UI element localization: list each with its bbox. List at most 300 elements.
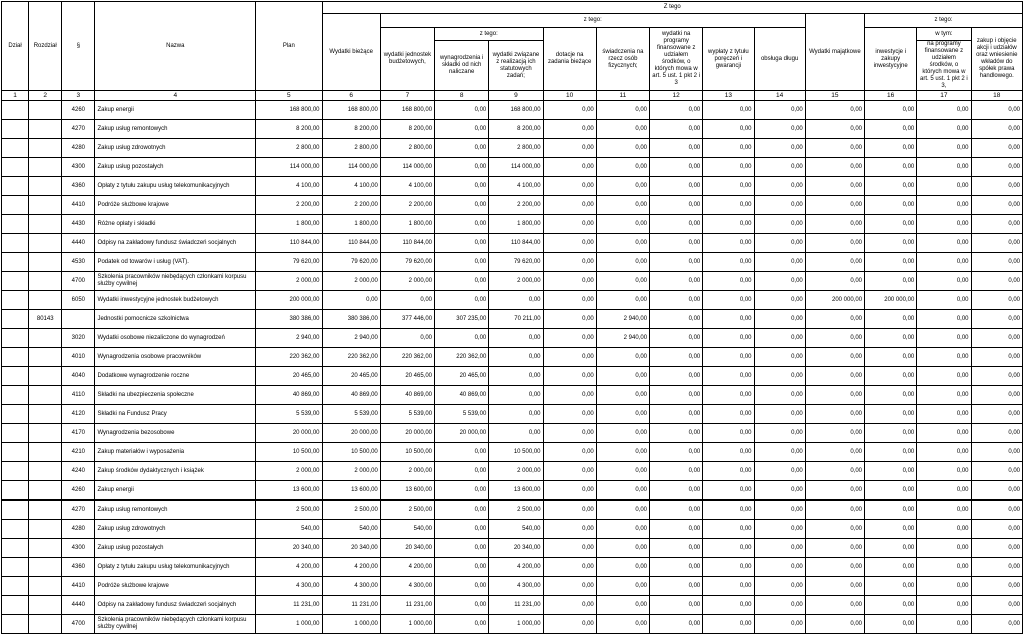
cell-amount: 2 500,00: [489, 500, 543, 520]
cell-amount: 0,00: [754, 481, 805, 501]
cell-amount: 0,00: [971, 234, 1022, 253]
column-number: 11: [596, 91, 649, 101]
cell-amount: 0,00: [917, 367, 971, 386]
cell-amount: 0,00: [543, 386, 596, 405]
cell-paragraf: 4440: [62, 596, 95, 615]
cell-paragraf: 4260: [62, 101, 95, 120]
cell-amount: 168 800,00: [322, 101, 380, 120]
cell-amount: 0,00: [703, 443, 754, 462]
cell-amount: 79 620,00: [380, 253, 434, 272]
cell-amount: 0,00: [917, 500, 971, 520]
cell-amount: 0,00: [703, 215, 754, 234]
cell-amount: 13 600,00: [256, 481, 322, 501]
cell-amount: 0,00: [805, 329, 864, 348]
cell-amount: 168 800,00: [380, 101, 434, 120]
cell-amount: 0,00: [435, 101, 489, 120]
cell-amount: 0,00: [703, 291, 754, 310]
cell-amount: 0,00: [650, 539, 703, 558]
cell-dzial: [2, 577, 29, 596]
cell-amount: 0,00: [754, 424, 805, 443]
cell-amount: 79 620,00: [489, 253, 543, 272]
cell-amount: 4 300,00: [256, 577, 322, 596]
cell-amount: 0,00: [917, 481, 971, 501]
cell-amount: 0,00: [754, 443, 805, 462]
cell-paragraf: 4120: [62, 405, 95, 424]
cell-amount: 200 000,00: [865, 291, 917, 310]
cell-amount: 0,00: [754, 558, 805, 577]
cell-amount: 0,00: [650, 101, 703, 120]
table-row: [2, 158, 1023, 177]
cell-amount: 0,00: [865, 177, 917, 196]
cell-nazwa: Odpisy na zakładowy fundusz świadczeń socjalnych: [95, 234, 256, 253]
cell-amount: 0,00: [805, 577, 864, 596]
cell-rozdzial: [29, 272, 62, 291]
cell-nazwa: Podatek od towarów i usług (VAT).: [95, 253, 256, 272]
cell-amount: 0,00: [754, 405, 805, 424]
cell-amount: 0,00: [543, 215, 596, 234]
cell-amount: 1 000,00: [256, 615, 322, 634]
cell-paragraf: 3020: [62, 329, 95, 348]
column-number: 8: [435, 91, 489, 101]
header-zakup-akcji: zakup i objęcie akcji i udziałów oraz wniesienie wkładów do spółek prawa handlowego.: [971, 28, 1022, 91]
cell-amount: 0,00: [435, 596, 489, 615]
cell-rozdzial: [29, 462, 62, 481]
cell-amount: 220 362,00: [322, 348, 380, 367]
cell-nazwa: Opłaty z tytułu zakupu usług telekomunikacyjnych: [95, 558, 256, 577]
cell-amount: 79 620,00: [322, 253, 380, 272]
cell-amount: 0,00: [596, 215, 649, 234]
cell-nazwa: Wynagrodzenia osobowe pracowników: [95, 348, 256, 367]
cell-amount: 0,00: [703, 615, 754, 634]
cell-amount: 0,00: [865, 158, 917, 177]
cell-amount: 0,00: [435, 272, 489, 291]
cell-amount: 0,00: [703, 177, 754, 196]
cell-amount: 0,00: [917, 596, 971, 615]
cell-amount: 0,00: [596, 253, 649, 272]
cell-amount: 0,00: [865, 577, 917, 596]
cell-amount: 0,00: [971, 348, 1022, 367]
cell-amount: 4 100,00: [256, 177, 322, 196]
cell-amount: 0,00: [917, 348, 971, 367]
cell-amount: 2 940,00: [322, 329, 380, 348]
cell-rozdzial: [29, 215, 62, 234]
cell-amount: 0,00: [917, 539, 971, 558]
table-row: [2, 310, 1023, 329]
column-number: 2: [29, 91, 62, 101]
cell-amount: 114 000,00: [322, 158, 380, 177]
header-nazwa: Nazwa: [95, 2, 256, 91]
cell-amount: 200 000,00: [805, 291, 864, 310]
cell-amount: 0,00: [322, 291, 380, 310]
cell-amount: 4 200,00: [380, 558, 434, 577]
cell-amount: 10 500,00: [322, 443, 380, 462]
column-number: 4: [95, 91, 256, 101]
cell-amount: 0,00: [754, 158, 805, 177]
cell-amount: 0,00: [865, 253, 917, 272]
cell-amount: 0,00: [650, 234, 703, 253]
cell-nazwa: Jednostki pomocnicze szkolnictwa: [95, 310, 256, 329]
cell-amount: 8 200,00: [322, 120, 380, 139]
cell-amount: 0,00: [805, 139, 864, 158]
cell-dzial: [2, 520, 29, 539]
cell-nazwa: Wydatki inwestycyjne jednostek budżetowych: [95, 291, 256, 310]
cell-amount: 0,00: [917, 272, 971, 291]
cell-amount: 20 000,00: [322, 424, 380, 443]
cell-paragraf: 6050: [62, 291, 95, 310]
header-wydatki-jednostek: wydatki jednostek budżetowych,: [380, 28, 434, 91]
cell-amount: 0,00: [650, 367, 703, 386]
cell-rozdzial: [29, 177, 62, 196]
cell-amount: 220 362,00: [380, 348, 434, 367]
cell-rozdzial: [29, 405, 62, 424]
cell-dzial: [2, 348, 29, 367]
cell-paragraf: 4300: [62, 539, 95, 558]
cell-nazwa: Składki na ubezpieczenia społeczne: [95, 386, 256, 405]
cell-amount: 307 235,00: [435, 310, 489, 329]
cell-nazwa: Zakup usług remontowych: [95, 120, 256, 139]
cell-amount: 11 231,00: [322, 596, 380, 615]
cell-amount: 0,00: [596, 272, 649, 291]
cell-amount: 0,00: [703, 310, 754, 329]
cell-amount: 0,00: [596, 405, 649, 424]
cell-paragraf: 4280: [62, 520, 95, 539]
cell-amount: 0,00: [865, 348, 917, 367]
cell-amount: 0,00: [971, 577, 1022, 596]
table-row: [2, 481, 1023, 501]
cell-amount: 11 231,00: [489, 596, 543, 615]
cell-amount: 0,00: [754, 101, 805, 120]
cell-nazwa: Zakup usług zdrowotnych: [95, 520, 256, 539]
cell-amount: 0,00: [489, 367, 543, 386]
cell-amount: 0,00: [596, 196, 649, 215]
cell-amount: 0,00: [596, 386, 649, 405]
cell-paragraf: 4360: [62, 177, 95, 196]
cell-amount: 0,00: [596, 520, 649, 539]
cell-rozdzial: [29, 386, 62, 405]
cell-paragraf: 4040: [62, 367, 95, 386]
cell-amount: 0,00: [971, 329, 1022, 348]
cell-amount: 0,00: [805, 405, 864, 424]
cell-amount: 0,00: [971, 615, 1022, 634]
cell-amount: 0,00: [596, 177, 649, 196]
cell-amount: 0,00: [703, 139, 754, 158]
cell-dzial: [2, 539, 29, 558]
cell-amount: 0,00: [754, 291, 805, 310]
cell-amount: 0,00: [754, 577, 805, 596]
cell-amount: 2 000,00: [380, 272, 434, 291]
cell-amount: 0,00: [971, 310, 1022, 329]
cell-nazwa: Dodatkowe wynagrodzenie roczne: [95, 367, 256, 386]
cell-amount: 0,00: [971, 539, 1022, 558]
cell-amount: 1 000,00: [489, 615, 543, 634]
cell-rozdzial: [29, 558, 62, 577]
column-number: 5: [256, 91, 322, 101]
table-row: [2, 386, 1023, 405]
cell-amount: 79 620,00: [256, 253, 322, 272]
cell-amount: 2 500,00: [380, 500, 434, 520]
cell-amount: 11 231,00: [256, 596, 322, 615]
cell-amount: 0,00: [865, 596, 917, 615]
cell-amount: 110 844,00: [322, 234, 380, 253]
cell-amount: 0,00: [596, 120, 649, 139]
cell-paragraf: [62, 310, 95, 329]
cell-amount: 200 000,00: [256, 291, 322, 310]
table-row: [2, 329, 1023, 348]
cell-dzial: [2, 177, 29, 196]
cell-amount: 0,00: [650, 462, 703, 481]
cell-amount: 0,00: [754, 615, 805, 634]
cell-nazwa: Opłaty z tytułu zakupu usług telekomunikacyjnych: [95, 177, 256, 196]
cell-amount: 0,00: [805, 196, 864, 215]
cell-amount: 0,00: [596, 577, 649, 596]
cell-amount: 10 500,00: [380, 443, 434, 462]
column-number: 16: [865, 91, 917, 101]
cell-amount: 0,00: [435, 253, 489, 272]
column-number: 10: [543, 91, 596, 101]
cell-amount: 0,00: [754, 348, 805, 367]
cell-nazwa: Zakup usług remontowych: [95, 500, 256, 520]
cell-paragraf: 4260: [62, 481, 95, 501]
cell-amount: 0,00: [754, 177, 805, 196]
cell-amount: 0,00: [971, 177, 1022, 196]
cell-amount: 0,00: [754, 215, 805, 234]
cell-amount: 0,00: [650, 481, 703, 501]
cell-rozdzial: [29, 158, 62, 177]
cell-nazwa: Wydatki osobowe niezaliczone do wynagrodzeń: [95, 329, 256, 348]
cell-amount: 0,00: [865, 310, 917, 329]
column-number: 18: [971, 91, 1022, 101]
cell-dzial: [2, 139, 29, 158]
cell-nazwa: Zakup usług pozostałych: [95, 539, 256, 558]
cell-amount: 13 600,00: [322, 481, 380, 501]
budget-table: [1, 1, 1023, 634]
cell-amount: 0,00: [650, 386, 703, 405]
cell-paragraf: 4700: [62, 272, 95, 291]
table-row: [2, 443, 1023, 462]
cell-amount: 0,00: [596, 558, 649, 577]
cell-amount: 20 465,00: [256, 367, 322, 386]
cell-amount: 0,00: [865, 367, 917, 386]
column-number: 17: [917, 91, 971, 101]
cell-amount: 0,00: [543, 101, 596, 120]
cell-amount: 0,00: [865, 272, 917, 291]
cell-amount: 0,00: [435, 443, 489, 462]
cell-amount: 0,00: [435, 139, 489, 158]
cell-amount: 0,00: [805, 101, 864, 120]
cell-amount: 0,00: [917, 291, 971, 310]
cell-amount: 0,00: [971, 405, 1022, 424]
cell-amount: 2 940,00: [596, 329, 649, 348]
cell-amount: 2 800,00: [380, 139, 434, 158]
cell-amount: 0,00: [543, 120, 596, 139]
cell-paragraf: 4410: [62, 196, 95, 215]
cell-amount: 0,00: [805, 481, 864, 501]
cell-amount: 0,00: [703, 158, 754, 177]
cell-amount: 0,00: [754, 310, 805, 329]
header-dotacje: dotacje na zadania bieżące: [543, 28, 596, 91]
cell-amount: 0,00: [703, 539, 754, 558]
cell-amount: 0,00: [596, 596, 649, 615]
cell-amount: 0,00: [489, 405, 543, 424]
cell-amount: 0,00: [435, 558, 489, 577]
cell-amount: 0,00: [805, 272, 864, 291]
cell-amount: 4 200,00: [256, 558, 322, 577]
cell-amount: 0,00: [865, 539, 917, 558]
cell-amount: 0,00: [971, 520, 1022, 539]
cell-amount: 0,00: [650, 520, 703, 539]
cell-amount: 540,00: [380, 520, 434, 539]
cell-amount: 110 844,00: [256, 234, 322, 253]
header-wydatki-zwiazane: wydatki związane z realizacją ich statutowych zadań;: [489, 41, 543, 91]
cell-amount: 2 940,00: [256, 329, 322, 348]
cell-paragraf: 4300: [62, 158, 95, 177]
cell-amount: 0,00: [805, 120, 864, 139]
header-w-tym: w tym:: [917, 28, 971, 41]
cell-dzial: [2, 158, 29, 177]
cell-amount: 0,00: [650, 272, 703, 291]
cell-amount: 4 200,00: [489, 558, 543, 577]
cell-amount: 0,00: [380, 291, 434, 310]
cell-amount: 0,00: [805, 500, 864, 520]
cell-amount: 2 000,00: [489, 272, 543, 291]
cell-amount: 8 200,00: [489, 120, 543, 139]
cell-rozdzial: [29, 443, 62, 462]
cell-paragraf: 4530: [62, 253, 95, 272]
cell-amount: 0,00: [650, 215, 703, 234]
cell-amount: 0,00: [703, 196, 754, 215]
cell-amount: 0,00: [865, 234, 917, 253]
cell-paragraf: 4440: [62, 234, 95, 253]
cell-amount: 0,00: [805, 558, 864, 577]
cell-amount: 0,00: [596, 424, 649, 443]
cell-amount: 0,00: [380, 329, 434, 348]
table-row: [2, 139, 1023, 158]
cell-amount: 0,00: [805, 615, 864, 634]
cell-amount: 2 200,00: [489, 196, 543, 215]
cell-amount: 4 100,00: [380, 177, 434, 196]
cell-amount: 20 340,00: [489, 539, 543, 558]
cell-amount: 0,00: [650, 310, 703, 329]
cell-amount: 20 000,00: [380, 424, 434, 443]
table-row: [2, 596, 1023, 615]
cell-amount: 0,00: [971, 367, 1022, 386]
cell-amount: 10 500,00: [489, 443, 543, 462]
cell-rozdzial: [29, 481, 62, 501]
cell-amount: 0,00: [543, 500, 596, 520]
cell-amount: 0,00: [917, 615, 971, 634]
cell-amount: 0,00: [435, 520, 489, 539]
column-number: 6: [322, 91, 380, 101]
cell-amount: 0,00: [435, 539, 489, 558]
cell-amount: 0,00: [971, 196, 1022, 215]
cell-amount: 0,00: [650, 139, 703, 158]
cell-amount: 0,00: [650, 596, 703, 615]
cell-amount: 0,00: [865, 481, 917, 501]
cell-nazwa: Składki na Fundusz Pracy: [95, 405, 256, 424]
cell-nazwa: Różne opłaty i składki: [95, 215, 256, 234]
cell-amount: 220 362,00: [435, 348, 489, 367]
cell-amount: 5 539,00: [322, 405, 380, 424]
cell-amount: 0,00: [703, 234, 754, 253]
header-obsluga-dlugu: obsługa długu: [754, 28, 805, 91]
cell-paragraf: 4360: [62, 558, 95, 577]
table-row: [2, 253, 1023, 272]
cell-dzial: [2, 405, 29, 424]
cell-amount: 8 200,00: [380, 120, 434, 139]
cell-amount: 0,00: [543, 424, 596, 443]
cell-amount: 0,00: [754, 139, 805, 158]
header-wydatki-programy: wydatki na programy finansowane z udziałem środków, o których mowa w art. 5 ust. 1 pkt 2 i 3: [650, 28, 703, 91]
cell-amount: 0,00: [805, 462, 864, 481]
cell-amount: 0,00: [435, 500, 489, 520]
cell-amount: 0,00: [435, 215, 489, 234]
cell-amount: 13 600,00: [489, 481, 543, 501]
cell-amount: 0,00: [805, 215, 864, 234]
cell-amount: 110 844,00: [380, 234, 434, 253]
cell-amount: 4 300,00: [322, 577, 380, 596]
cell-amount: 0,00: [971, 424, 1022, 443]
cell-amount: 540,00: [322, 520, 380, 539]
cell-amount: 0,00: [865, 120, 917, 139]
cell-amount: 0,00: [805, 386, 864, 405]
cell-paragraf: 4110: [62, 386, 95, 405]
cell-nazwa: Zakup usług zdrowotnych: [95, 139, 256, 158]
cell-amount: 0,00: [543, 615, 596, 634]
cell-amount: 4 100,00: [322, 177, 380, 196]
cell-amount: 0,00: [650, 558, 703, 577]
cell-amount: 2 200,00: [256, 196, 322, 215]
cell-amount: 0,00: [543, 348, 596, 367]
cell-amount: 0,00: [543, 520, 596, 539]
cell-dzial: [2, 462, 29, 481]
cell-amount: 0,00: [865, 405, 917, 424]
cell-amount: 0,00: [489, 329, 543, 348]
cell-amount: 0,00: [543, 310, 596, 329]
cell-amount: 0,00: [543, 481, 596, 501]
cell-amount: 11 231,00: [380, 596, 434, 615]
cell-dzial: [2, 291, 29, 310]
cell-amount: 0,00: [971, 291, 1022, 310]
header-wydatki-biezace: Wydatki bieżące: [322, 14, 380, 91]
cell-amount: 0,00: [596, 234, 649, 253]
cell-amount: 0,00: [650, 196, 703, 215]
cell-amount: 1 800,00: [256, 215, 322, 234]
cell-amount: 0,00: [805, 177, 864, 196]
cell-dzial: [2, 481, 29, 501]
cell-amount: 0,00: [917, 558, 971, 577]
header-rozdzial: Rozdział: [29, 2, 62, 91]
cell-amount: 2 200,00: [322, 196, 380, 215]
cell-dzial: [2, 500, 29, 520]
cell-amount: 5 539,00: [380, 405, 434, 424]
cell-dzial: [2, 310, 29, 329]
cell-amount: 1 800,00: [380, 215, 434, 234]
cell-amount: 0,00: [435, 577, 489, 596]
cell-amount: 0,00: [917, 196, 971, 215]
cell-amount: 0,00: [805, 539, 864, 558]
cell-amount: 40 869,00: [322, 386, 380, 405]
cell-dzial: [2, 101, 29, 120]
cell-amount: 20 465,00: [435, 367, 489, 386]
cell-nazwa: Zakup energii: [95, 101, 256, 120]
header-inwestycje: inwestycje i zakupy inwestycyjne: [865, 28, 917, 91]
column-number: 13: [703, 91, 754, 101]
header-z-tego-small: z tego:: [435, 28, 544, 41]
table-row: [2, 577, 1023, 596]
table-row: [2, 405, 1023, 424]
cell-amount: 8 200,00: [256, 120, 322, 139]
cell-amount: 0,00: [435, 481, 489, 501]
